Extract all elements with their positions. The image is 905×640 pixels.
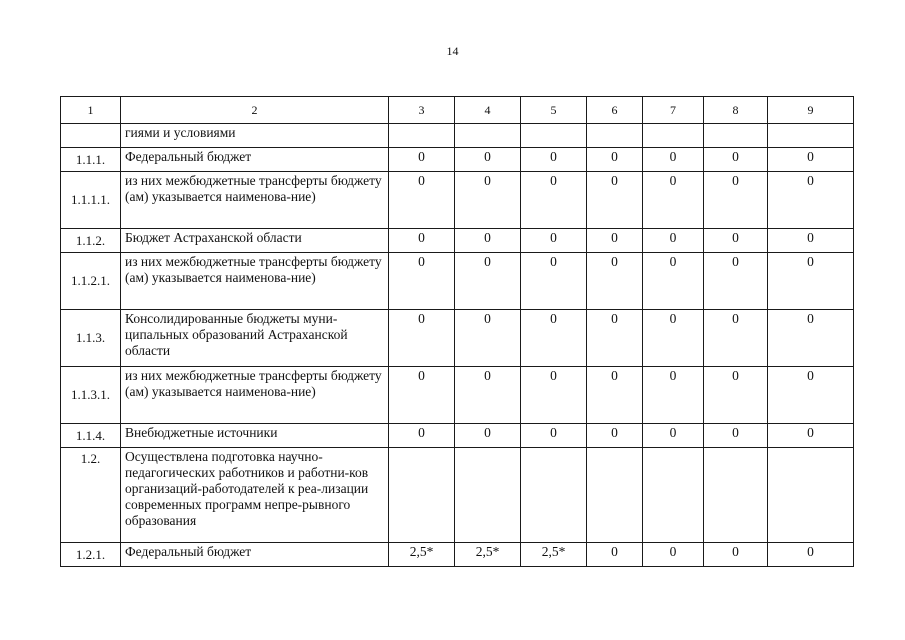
row-value [768,448,854,543]
row-value: 0 [455,229,521,253]
row-name: гиями и условиями [121,124,389,148]
row-code [61,124,121,148]
row-value: 0 [455,148,521,172]
row-value: 0 [704,424,768,448]
table-row [61,424,854,448]
column-header: 9 [768,97,854,124]
row-value [455,124,521,148]
row-value: 0 [587,367,643,424]
row-value [643,448,704,543]
row-value: 0 [455,424,521,448]
row-name: Бюджет Астраханской области [121,229,389,253]
row-value [768,124,854,148]
row-value: 0 [521,148,587,172]
row-code: 1.2.1. [61,543,121,567]
table-row [61,229,854,253]
row-value: 0 [389,229,455,253]
row-value [643,124,704,148]
row-name: Федеральный бюджет [121,148,389,172]
table-row [61,310,854,367]
row-value: 0 [455,172,521,229]
row-value [455,448,521,543]
row-value [704,124,768,148]
row-name: из них межбюджетные трансферты бюджету (ам) указывается наименова-ние) [121,253,389,310]
row-value: 0 [768,424,854,448]
row-value: 0 [587,253,643,310]
row-value: 0 [643,543,704,567]
row-value: 0 [704,172,768,229]
row-value [389,124,455,148]
row-value: 0 [643,367,704,424]
row-value: 0 [643,172,704,229]
row-value [521,448,587,543]
row-value: 0 [521,367,587,424]
column-header: 2 [121,97,389,124]
row-value: 0 [587,543,643,567]
row-value: 0 [455,310,521,367]
row-value: 0 [768,543,854,567]
row-value: 0 [768,367,854,424]
row-name: Внебюджетные источники [121,424,389,448]
row-value: 0 [643,148,704,172]
row-value: 0 [768,172,854,229]
row-value: 0 [389,310,455,367]
row-value [587,124,643,148]
row-value: 0 [643,253,704,310]
row-value: 0 [587,148,643,172]
table-header-row [61,97,854,124]
row-value: 0 [587,424,643,448]
row-value: 0 [521,229,587,253]
row-name: Федеральный бюджет [121,543,389,567]
row-value: 0 [768,253,854,310]
row-value: 0 [768,148,854,172]
row-value: 0 [704,229,768,253]
table-row [61,448,854,543]
row-code: 1.1.1. [61,148,121,172]
row-value: 0 [587,229,643,253]
row-value: 0 [521,424,587,448]
row-code: 1.1.3. [61,310,121,367]
row-value: 0 [389,172,455,229]
row-value: 0 [643,424,704,448]
row-value: 0 [389,253,455,310]
row-value: 0 [704,253,768,310]
row-value: 0 [587,310,643,367]
row-name: из них межбюджетные трансферты бюджету (ам) указывается наименова-ние) [121,172,389,229]
row-value: 2,5* [389,543,455,567]
row-value [587,448,643,543]
row-value: 2,5* [521,543,587,567]
row-value: 0 [768,310,854,367]
row-name: из них межбюджетные трансферты бюджету (ам) указывается наименова-ние) [121,367,389,424]
row-code: 1.1.2.1. [61,253,121,310]
row-value: 0 [455,253,521,310]
row-value: 0 [704,310,768,367]
column-header: 8 [704,97,768,124]
row-code: 1.1.4. [61,424,121,448]
column-header: 3 [389,97,455,124]
row-value: 0 [704,543,768,567]
row-value: 0 [643,229,704,253]
row-value: 0 [389,367,455,424]
column-header: 6 [587,97,643,124]
column-header: 4 [455,97,521,124]
table-row [61,124,854,148]
row-value [704,448,768,543]
table-row [61,543,854,567]
row-value: 0 [389,424,455,448]
row-code: 1.1.1.1. [61,172,121,229]
row-code: 1.2. [61,448,121,543]
page-number: 14 [446,44,459,58]
budget-table [60,96,854,567]
row-value: 0 [587,172,643,229]
row-value: 0 [521,310,587,367]
table-row [61,253,854,310]
row-value: 0 [704,367,768,424]
column-header: 1 [61,97,121,124]
row-value: 0 [455,367,521,424]
row-value: 0 [768,229,854,253]
row-value [389,448,455,543]
row-value: 0 [521,172,587,229]
row-value: 0 [521,253,587,310]
row-name: Консолидированные бюджеты муни-ципальных образований Астраханской области [121,310,389,367]
row-value: 0 [389,148,455,172]
table-row [61,148,854,172]
row-name: Осуществлена подготовка научно-педагогических работников и работни-ков организаций-работодателей к реа-лизации современных программ непре-рывного образования [121,448,389,543]
row-value [521,124,587,148]
row-value: 2,5* [455,543,521,567]
row-code: 1.1.3.1. [61,367,121,424]
table-row [61,172,854,229]
row-value: 0 [643,310,704,367]
column-header: 7 [643,97,704,124]
column-header: 5 [521,97,587,124]
row-code: 1.1.2. [61,229,121,253]
row-value: 0 [704,148,768,172]
table-row [61,367,854,424]
